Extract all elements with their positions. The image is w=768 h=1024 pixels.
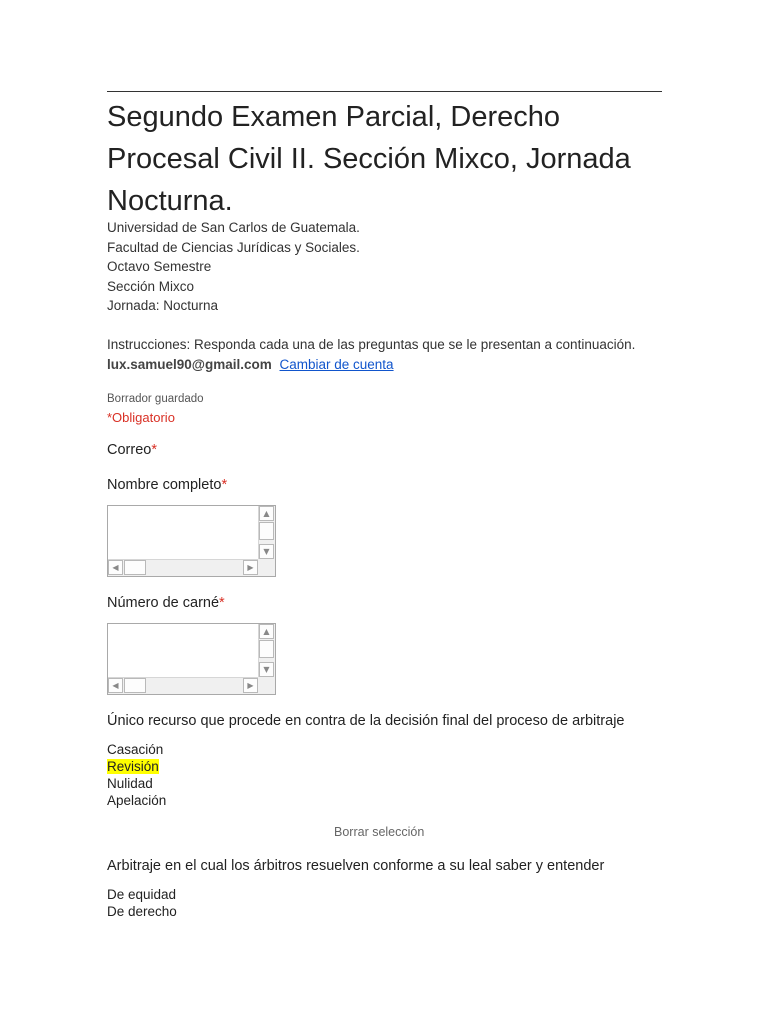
header-divider [107, 91, 662, 92]
account-row [107, 355, 394, 375]
q2-options [107, 886, 177, 920]
q1-options [107, 741, 166, 809]
required-star: * [151, 442, 157, 458]
scroll-thumb[interactable] [259, 522, 274, 540]
carne-input[interactable] [109, 625, 258, 677]
draft-status: Borrador guardado [107, 393, 204, 405]
full-name-textarea[interactable] [107, 505, 276, 577]
required-note: *Obligatorio [107, 410, 175, 425]
horizontal-scrollbar[interactable] [108, 559, 258, 576]
option-label: De equidad [107, 887, 177, 902]
vertical-scrollbar[interactable] [258, 624, 275, 677]
clear-selection-button[interactable]: Borrar selección [334, 825, 425, 839]
full-name-question-text: Nombre completo [107, 477, 222, 493]
form-instructions: Instrucciones: Responda cada una de las preguntas que se le presentan a continuación. [107, 337, 636, 352]
scroll-left-icon[interactable]: ◀ [108, 560, 123, 575]
scrollbar-corner [258, 559, 275, 576]
q2-option-derecho[interactable] [107, 903, 177, 920]
description-line: Jornada: Nocturna [107, 298, 219, 313]
email-question-label [107, 442, 157, 458]
full-name-input[interactable] [109, 507, 258, 559]
description-line: Facultad de Ciencias Jurídicas y Sociales. [107, 239, 360, 255]
scroll-down-icon[interactable]: ▼ [259, 544, 274, 559]
full-name-question-label [107, 477, 227, 493]
option-label: Nulidad [107, 776, 153, 791]
option-label-highlighted: Revisión [107, 759, 159, 774]
scroll-left-icon[interactable]: ◀ [108, 678, 123, 693]
account-email: lux.samuel90@gmail.com [107, 357, 272, 372]
form-title: Segundo Examen Parcial, Derecho Procesal Civil II. Sección Mixco, Jornada Nocturna. [107, 101, 631, 217]
q1-option-apelacion[interactable] [107, 792, 166, 809]
form-description [107, 218, 360, 316]
scroll-right-icon[interactable]: ▶ [243, 560, 258, 575]
scroll-down-icon[interactable]: ▼ [259, 662, 274, 677]
scroll-up-icon[interactable]: ▲ [259, 624, 274, 639]
required-star: * [221, 477, 228, 493]
scrollbar-corner [258, 677, 275, 694]
scroll-right-icon[interactable]: ▶ [243, 678, 258, 693]
carne-question-text: Número de carné [107, 595, 220, 611]
q1-option-casacion[interactable] [107, 741, 166, 758]
option-label: Casación [107, 742, 164, 757]
switch-account-link[interactable]: Cambiar de cuenta [279, 357, 394, 372]
description-line: Sección Mixco [107, 278, 195, 294]
vertical-scrollbar[interactable] [258, 506, 275, 559]
option-label: Apelación [107, 793, 167, 808]
horizontal-scrollbar[interactable] [108, 677, 258, 694]
scroll-thumb[interactable] [259, 640, 274, 658]
scroll-thumb[interactable] [124, 678, 146, 693]
q1-option-revision[interactable] [107, 758, 166, 775]
q2-label: Arbitraje en el cual los árbitros resuelven conforme a su leal saber y entender [107, 858, 605, 874]
scroll-thumb[interactable] [124, 560, 146, 575]
option-label: De derecho [107, 904, 177, 919]
carne-textarea[interactable] [107, 623, 276, 695]
scroll-up-icon[interactable]: ▲ [259, 506, 274, 521]
description-line: Octavo Semestre [107, 259, 212, 274]
q1-label: Único recurso que procede en contra de la decisión final del proceso de arbitraje [107, 713, 625, 729]
required-star: * [219, 595, 225, 611]
q1-option-nulidad[interactable] [107, 775, 166, 792]
carne-question-label [107, 595, 225, 611]
description-line: Universidad de San Carlos de Guatemala. [107, 220, 360, 235]
email-question-text: Correo [107, 442, 152, 458]
q2-option-equidad[interactable] [107, 886, 177, 903]
